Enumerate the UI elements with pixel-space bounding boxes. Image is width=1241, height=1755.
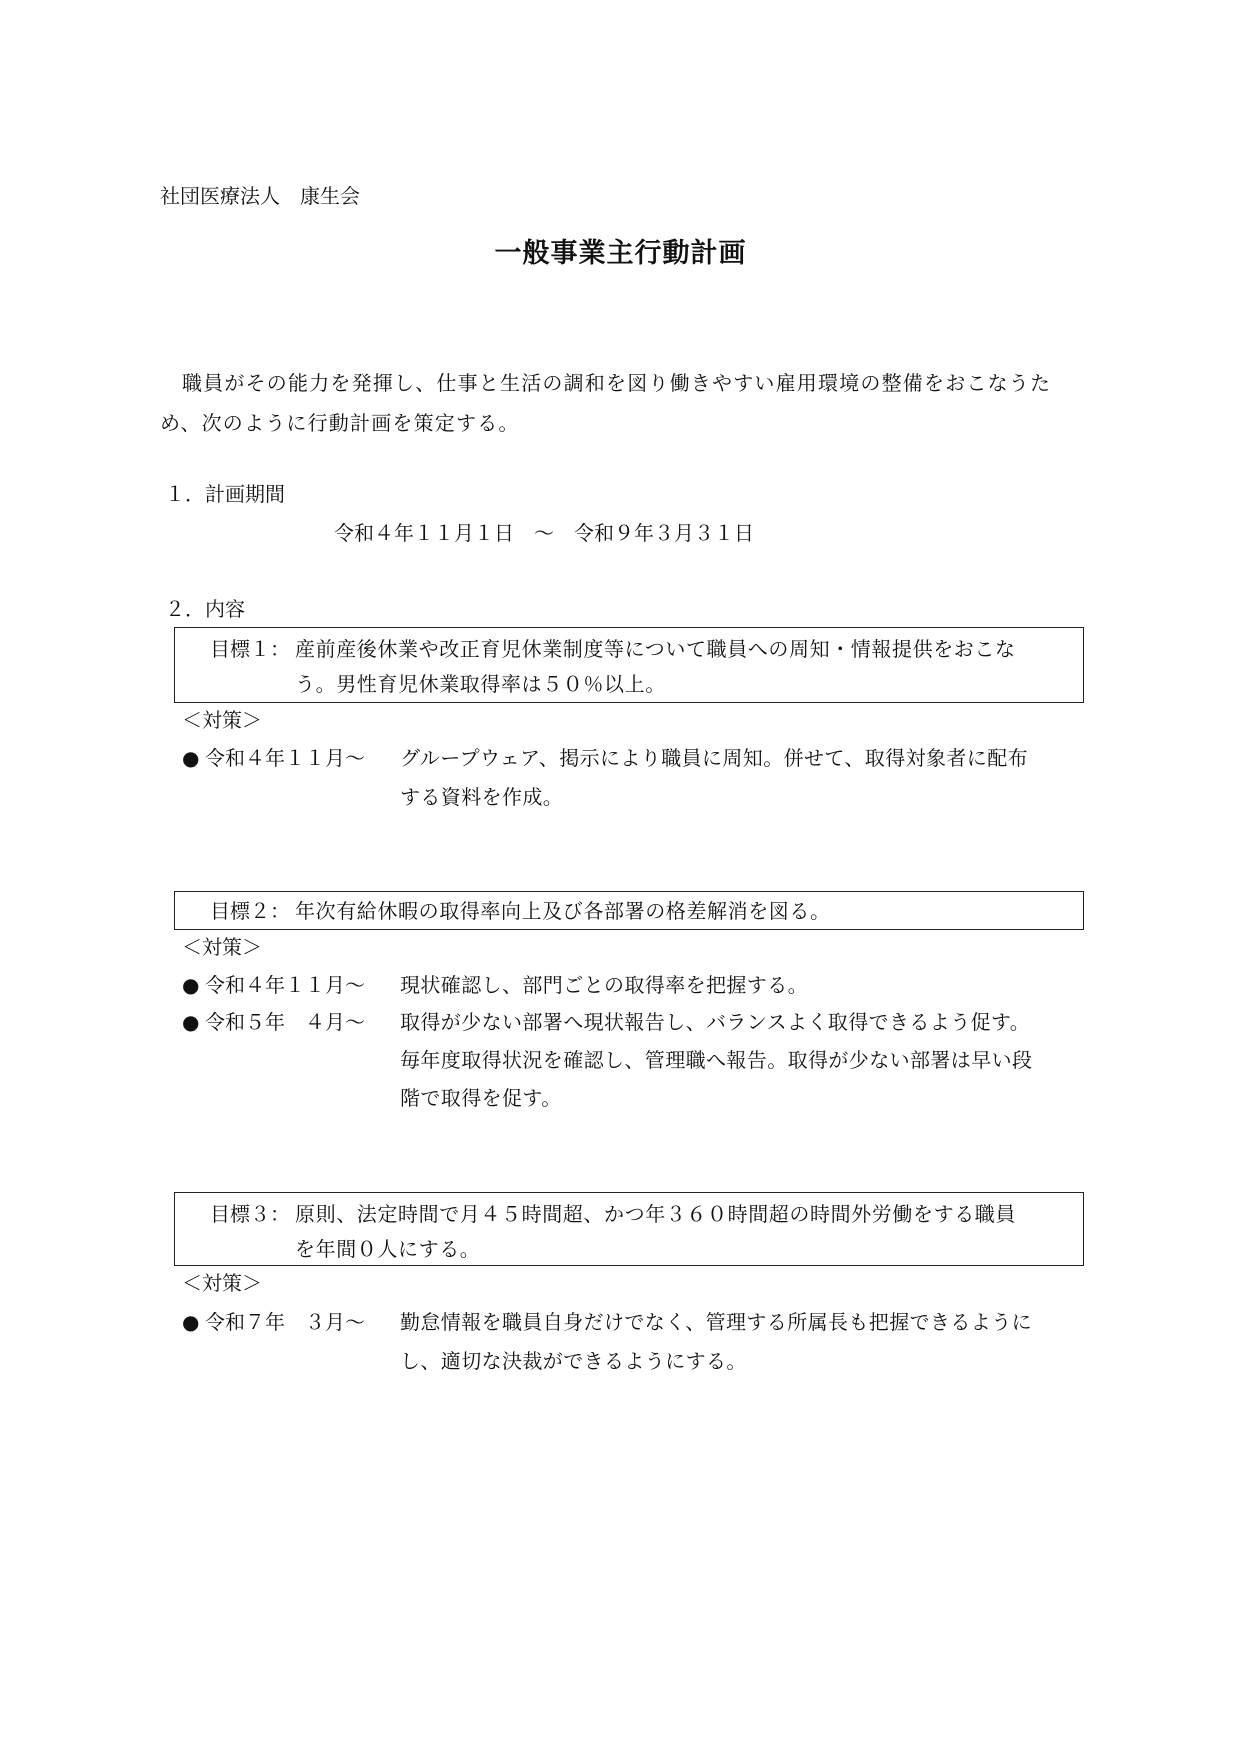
goal-2-box [174, 891, 1084, 930]
bullet-icon: ● [182, 746, 200, 770]
goal-2-measure-2-date: 令和５年 ４月～ [205, 1010, 365, 1034]
goal-3-box [174, 1192, 1084, 1266]
goal-2-measures-label: ＜対策＞ [182, 935, 262, 959]
goal-3-label: 目標３： [210, 1202, 290, 1226]
section-1-heading: １．計画期間 [165, 482, 285, 506]
goal-2-label: 目標２： [210, 899, 290, 923]
bullet-icon: ● [182, 1310, 200, 1334]
goal-2-measure-2-line-2: 毎年度取得状況を確認し、管理職へ報告。取得が少ない部署は早い段 [400, 1048, 1033, 1072]
goal-3-measure-1-line-2: し、適切な決裁ができるようにする。 [400, 1349, 747, 1373]
goal-1-box [174, 627, 1084, 703]
goal-1-measure-1-line-2: する資料を作成。 [400, 785, 564, 809]
intro-line-2: め、次のように行動計画を策定する。 [160, 411, 520, 435]
goal-3-text-line-1: 原則、法定時間で月４５時間超、かつ年３６０時間超の時間外労働をする職員 [295, 1202, 1016, 1226]
goal-1-measures-label: ＜対策＞ [182, 708, 262, 732]
goal-2-measure-1-date: 令和４年１１月～ [205, 973, 365, 997]
goal-1-text-line-2: う。男性育児休業取得率は５０％以上。 [295, 672, 666, 696]
plan-period: 令和４年１１月１日 ～ 令和９年３月３１日 [334, 521, 754, 545]
goal-1-measure-1-date: 令和４年１１月～ [205, 746, 365, 770]
goal-1-measure-1-line-1: グループウェア、掲示により職員に周知。併せて、取得対象者に配布 [400, 746, 1028, 770]
intro-line-1: 職員がその能力を発揮し、仕事と生活の調和を図り働きやすい雇用環境の整備をおこなうた [182, 371, 1052, 395]
goal-3-measure-1-date: 令和７年 ３月～ [205, 1310, 365, 1334]
goal-3-text-line-2: を年間０人にする。 [295, 1237, 481, 1261]
bullet-icon: ● [182, 973, 200, 997]
goal-1-label: 目標１： [210, 637, 290, 661]
goal-3-measures-label: ＜対策＞ [182, 1271, 262, 1295]
organization-name: 社団医療法人 康生会 [160, 184, 360, 208]
section-2-heading: ２．内容 [165, 597, 245, 621]
goal-1-text-line-1: 産前産後休業や改正育児休業制度等について職員への周知・情報提供をおこな [295, 637, 1016, 661]
goal-3-measure-1-line-1: 勤怠情報を職員自身だけでなく、管理する所属長も把握できるように [400, 1310, 1032, 1334]
goal-2-measure-2-line-3: 階で取得を促す。 [400, 1086, 562, 1110]
goal-2-text-line-1: 年次有給休暇の取得率向上及び各部署の格差解消を図る。 [295, 899, 831, 923]
bullet-icon: ● [182, 1010, 200, 1034]
page-title: 一般事業主行動計画 [494, 238, 747, 269]
goal-2-measure-1-line-1: 現状確認し、部門ごとの取得率を把握する。 [400, 973, 808, 997]
goal-2-measure-2-line-1: 取得が少ない部署へ現状報告し、バランスよく取得できるよう促す。 [400, 1010, 1031, 1034]
